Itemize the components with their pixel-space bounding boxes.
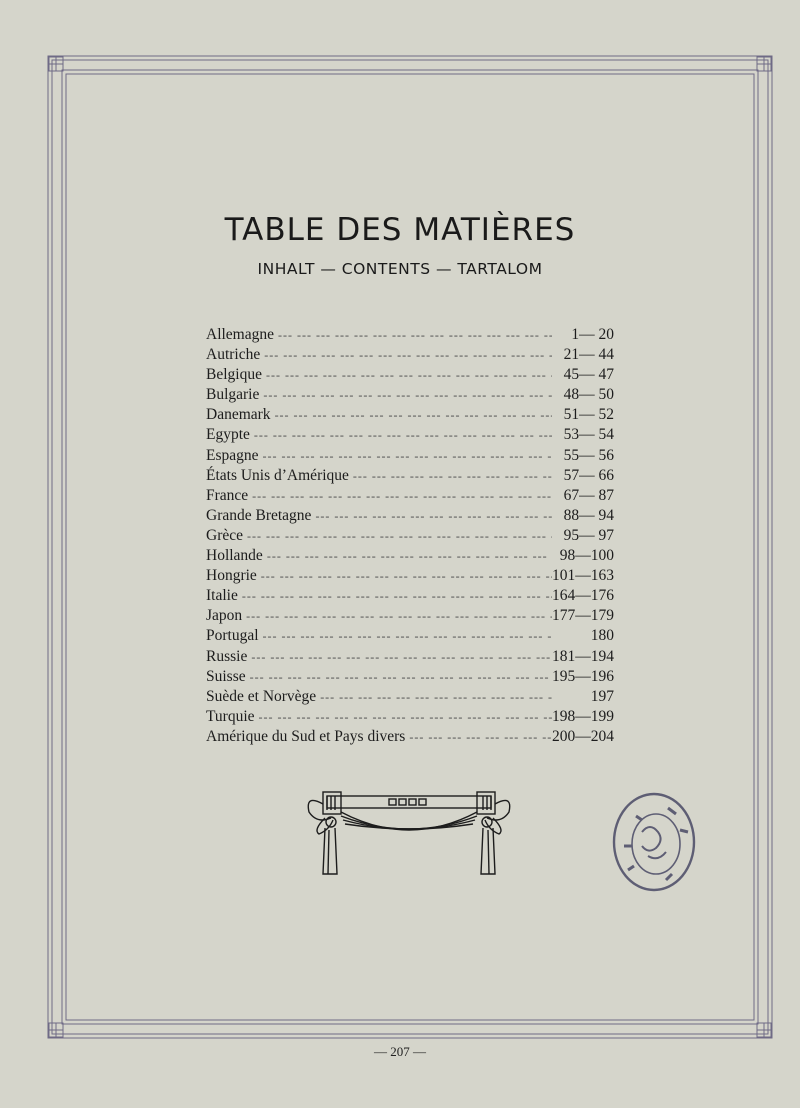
entry-pages: 101—163 (552, 567, 614, 585)
toc-entry (206, 667, 614, 687)
entry-pages: 88— 94 (563, 506, 614, 524)
leader-dots (251, 647, 552, 665)
entry-name: Turquie (206, 707, 255, 725)
table-of-contents (206, 325, 614, 747)
entry-name: Suède et Norvège (206, 687, 317, 705)
leader-dots (252, 486, 552, 504)
leader-dots (409, 727, 552, 745)
page-subtitle: INHALT — CONTENTS — TARTALOM (257, 260, 543, 278)
toc-entry (206, 626, 614, 646)
toc-entry (206, 586, 614, 606)
entry-pages: 45— 47 (563, 366, 614, 384)
entry-pages: 200—204 (552, 727, 614, 745)
toc-entry (206, 707, 614, 727)
entry-pages: 53— 54 (563, 426, 614, 444)
entry-pages: 1— 20 (571, 326, 614, 343)
entry-name: Russie (206, 647, 248, 665)
toc-entry (206, 365, 614, 385)
entry-name: Italie (206, 587, 238, 605)
entry-name: France (206, 486, 249, 504)
entry-pages: 180 (590, 627, 614, 645)
toc-entry (206, 425, 614, 445)
entry-name: Hongrie (206, 567, 257, 585)
leader-dots (264, 345, 552, 363)
toc-entry (206, 546, 614, 566)
leader-dots (259, 707, 552, 725)
entry-pages: 48— 50 (563, 386, 614, 404)
entry-pages: 198—199 (552, 707, 614, 725)
entry-pages: 98—100 (559, 547, 614, 565)
entry-name: Amérique du Sud et Pays divers (206, 727, 406, 745)
leader-dots (242, 586, 552, 604)
toc-entry (206, 325, 614, 345)
entry-name: Hollande (206, 547, 263, 565)
toc-entry (206, 486, 614, 506)
entry-name: Portugal (206, 627, 259, 645)
leader-dots (250, 667, 552, 685)
entry-name: Egypte (206, 426, 250, 444)
toc-entry (206, 405, 614, 425)
page-number: — 207 — (374, 1044, 426, 1059)
leader-dots (246, 606, 552, 624)
toc-entry (206, 526, 614, 546)
entry-pages: 21— 44 (563, 346, 614, 364)
entry-pages: 67— 87 (563, 486, 614, 504)
leader-dots (263, 626, 552, 644)
entry-name: Espagne (206, 446, 259, 464)
toc-entry (206, 446, 614, 466)
entry-pages: 181—194 (552, 647, 614, 665)
entry-pages: 55— 56 (563, 446, 614, 464)
entry-pages: 95— 97 (563, 526, 614, 544)
entry-pages: 164—176 (552, 587, 614, 605)
entry-name: Danemark (206, 406, 271, 424)
leader-dots (263, 385, 552, 403)
library-stamp-icon (606, 786, 702, 898)
entry-name: Suisse (206, 667, 246, 685)
page-title: TABLE DES MATIÈRES (224, 212, 576, 248)
leader-dots (275, 405, 552, 423)
entry-name: Allemagne (206, 326, 275, 343)
leader-dots (353, 466, 552, 484)
toc-entry (206, 606, 614, 626)
entry-pages: 197 (590, 687, 614, 705)
leader-dots (320, 687, 552, 705)
toc-entry (206, 466, 614, 486)
toc-entry (206, 727, 614, 747)
entry-name: Bulgarie (206, 386, 260, 404)
leader-dots (263, 446, 552, 464)
drapery-ornament-icon (303, 790, 515, 876)
entry-pages: 51— 52 (563, 406, 614, 424)
toc-entry (206, 345, 614, 365)
leader-dots (267, 546, 552, 564)
entry-name: Belgique (206, 366, 262, 384)
leader-dots (261, 566, 552, 584)
leader-dots (247, 526, 552, 544)
toc-entry (206, 506, 614, 526)
entry-name: Autriche (206, 346, 261, 364)
leader-dots (278, 325, 552, 343)
entry-pages: 195—196 (552, 667, 614, 685)
leader-dots (266, 365, 552, 383)
toc-entry (206, 566, 614, 586)
entry-name: Grande Bretagne (206, 506, 312, 524)
entry-name: États Unis d’Amérique (206, 466, 349, 484)
entry-name: Grèce (206, 526, 243, 544)
toc-entry (206, 687, 614, 707)
entry-pages: 177—179 (552, 607, 614, 625)
entry-name: Japon (206, 607, 243, 625)
entry-pages: 57— 66 (563, 466, 614, 484)
toc-entry (206, 385, 614, 405)
toc-entry (206, 647, 614, 667)
leader-dots (254, 425, 552, 443)
leader-dots (315, 506, 552, 524)
